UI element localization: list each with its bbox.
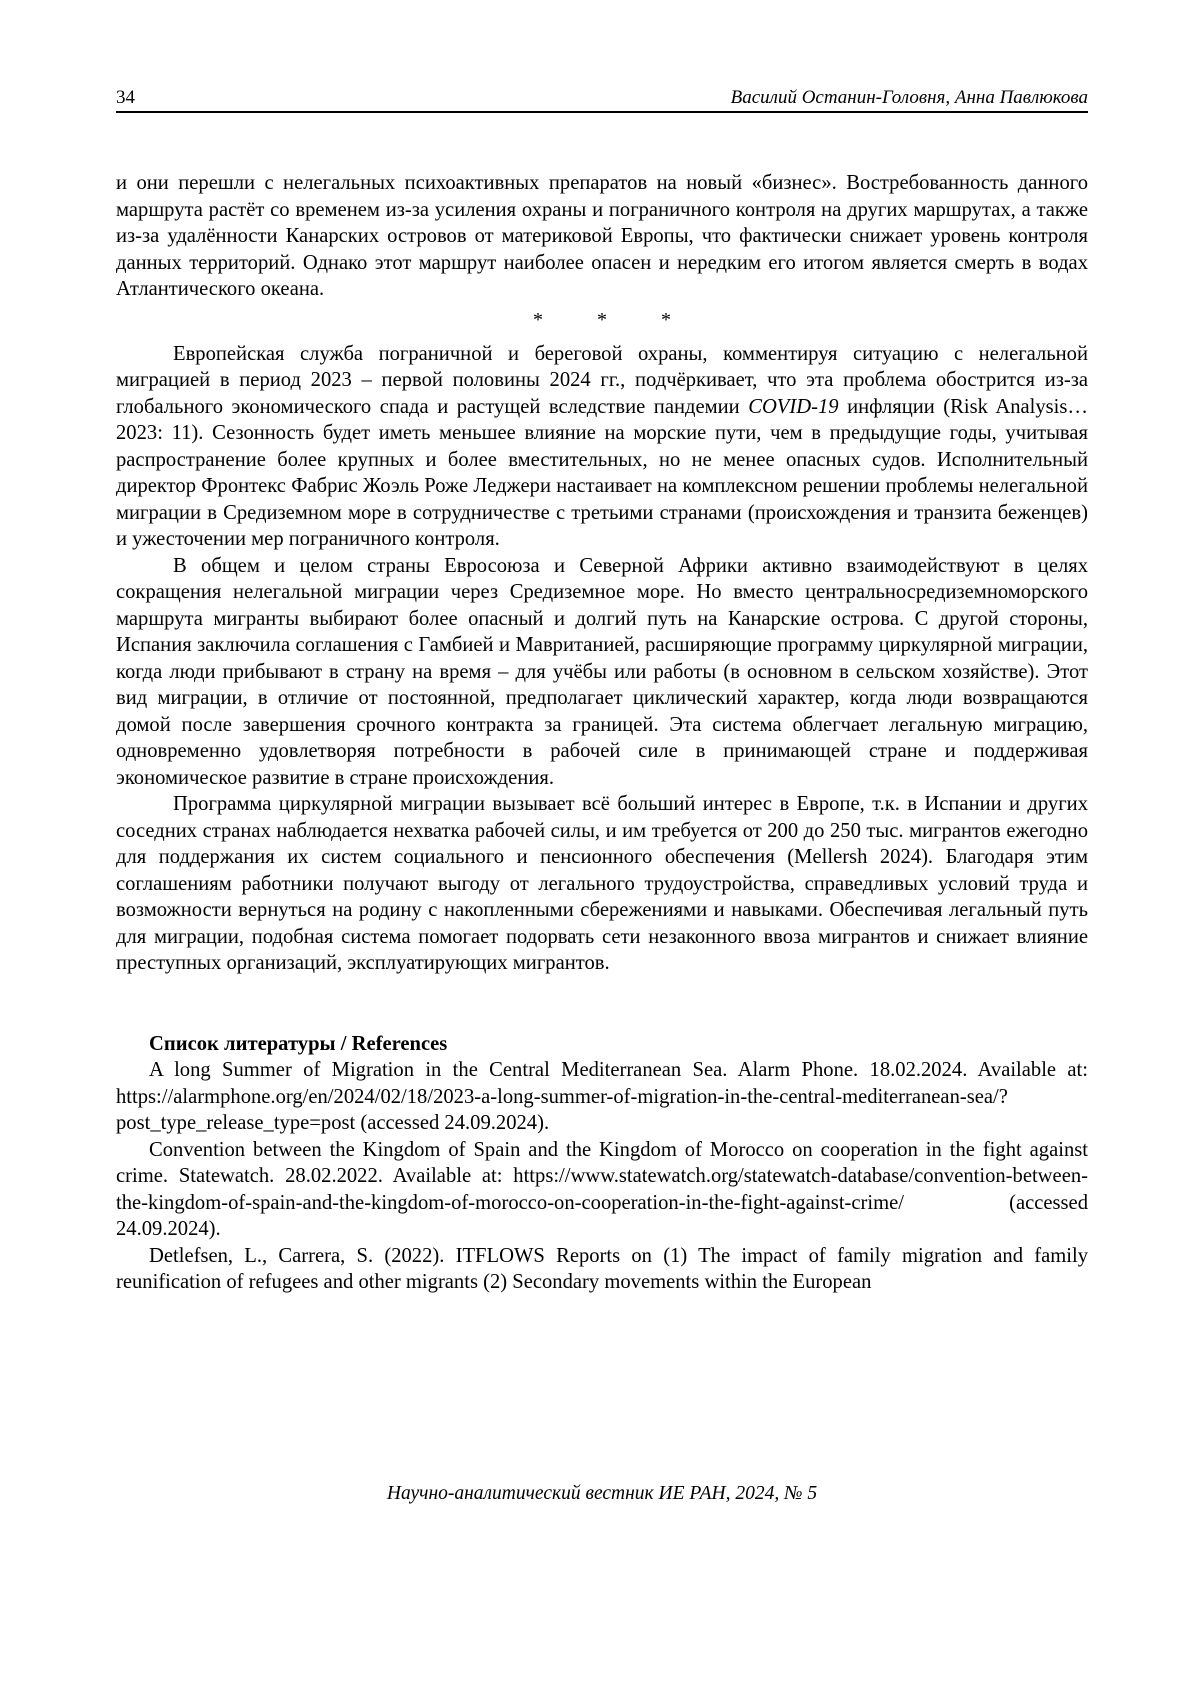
references-heading: Список литературы / References <box>149 1032 448 1055</box>
journal-footer: Научно-аналитический вестник ИЕ РАН, 2024, № 5 <box>386 1483 818 1504</box>
paragraph: и они перешли с нелегальных психоактивных препаратов на новый «бизнес». Востребованность данного маршрута растёт со временем из-за усиления охраны и пограничного контроля на других маршрутах, а также из-за удалённости Канарских островов от материковой Европы, что фактически снижает уровень контроля данных территорий. Однако этот маршрут наиболее опасен и нередким его итогом является смерть в водах Атлантического океана. <box>116 172 1088 300</box>
section-separator <box>116 303 1088 341</box>
running-header <box>116 85 1088 113</box>
reference-item: Detlefsen, L., Carrera, S. (2022). ITFLOWS Reports on (1) The impact of family migration and family reunification of refugees and other migrants (2) Secondary movements within the European <box>116 1244 1088 1293</box>
separator-star: * <box>597 308 607 331</box>
reference-item: A long Summer of Migration in the Central Mediterranean Sea. Alarm Phone. 18.02.2024. Available at: https://alarmphone.org/en/2024/02/18/2023-a-long-summer-of-migration-in-the-central-mediterranean-sea/?post_type_release_type=post (accessed 24.09.2024). <box>116 1059 1088 1134</box>
running-header-authors: Василий Останин-Головня, Анна Павлюкова <box>730 87 1088 108</box>
page-number: 34 <box>116 87 135 108</box>
paragraph: Программа циркулярной миграции вызывает всё больший интерес в Европе, т.к. в Испании и других соседних странах наблюдается нехватка рабочей силы, и им требуется от 200 до 250 тыс. мигрантов ежегодно для поддержания их систем социального и пенсионного обеспечения (Mellersh 2024). Благодаря этим соглашениям работники получают выгоду от легального трудоустройства, справедливых условий труда и возможности вернуться на родину с накопленными сбережениями и навыками. Обеспечивая легальный путь для миграции, подобная система помогает подорвать сети незаконного ввоза мигрантов и снижает влияние преступных организаций, эксплуатирующих мигрантов. <box>116 793 1088 974</box>
paragraph <box>116 341 1088 553</box>
article-body <box>116 170 1088 1296</box>
separator-star: * <box>661 308 671 331</box>
paragraph-text: инфляции (Risk Analysis… 2023: 11). Сезонность будет иметь меньшее влияние на морские пути, чем в предыдущие годы, учитывая распространение более крупных и более вместительных, но не менее опасных судов. Исполнительный директор Фронтекс Фабрис Жоэль Роже Леджери настаивает на комплексном решении проблемы нелегальной миграции в Средиземном море в сотрудничестве с третьими странами (происхождения и транзита беженцев) и ужесточении мер пограничного контроля. <box>116 395 1088 550</box>
separator-star: * <box>533 308 543 331</box>
italic-term: COVID-19 <box>748 395 839 418</box>
reference-item: Convention between the Kingdom of Spain and the Kingdom of Morocco on cooperation in the fight against crime. Statewatch. 28.02.2022. Available at: https://www.statewatch.org/statewatch-database/convention-between-the-kingdom-of-spain-and-the-kingdom-of-morocco-on-cooperation-in-the-fight-against-crime/ (accessed 24.09.2024). <box>116 1138 1088 1240</box>
paragraph: В общем и целом страны Евросоюза и Северной Африки активно взаимодействуют в целях сокращения нелегальной миграции через Средиземное море. Но вместо центральносредиземноморского маршрута мигранты выбирают более опасный и долгий путь на Канарские острова. С другой стороны, Испания заключила соглашения с Гамбией и Мавританией, расширяющие программу циркулярной миграции, когда люди прибывают в страну на время – для учёбы или работы (в основном в сельском хозяйстве). Этот вид миграции, в отличие от постоянной, предполагает циклический характер, когда люди возвращаются домой после завершения срочного контракта за границей. Эта система облегчает легальную миграцию, одновременно удовлетворяя потребности в рабочей силе в принимающей стране и поддерживая экономическое развитие в стране происхождения. <box>116 554 1088 789</box>
paragraph-text: Европейская служба пограничной и береговой охраны, комментируя ситуацию с нелегальной миграцией в период 2023 – первой половины 2024 гг., подчёркивает, что эта проблема обострится из-за глобального экономического спада и растущей вследствие пандемии <box>116 342 1088 418</box>
